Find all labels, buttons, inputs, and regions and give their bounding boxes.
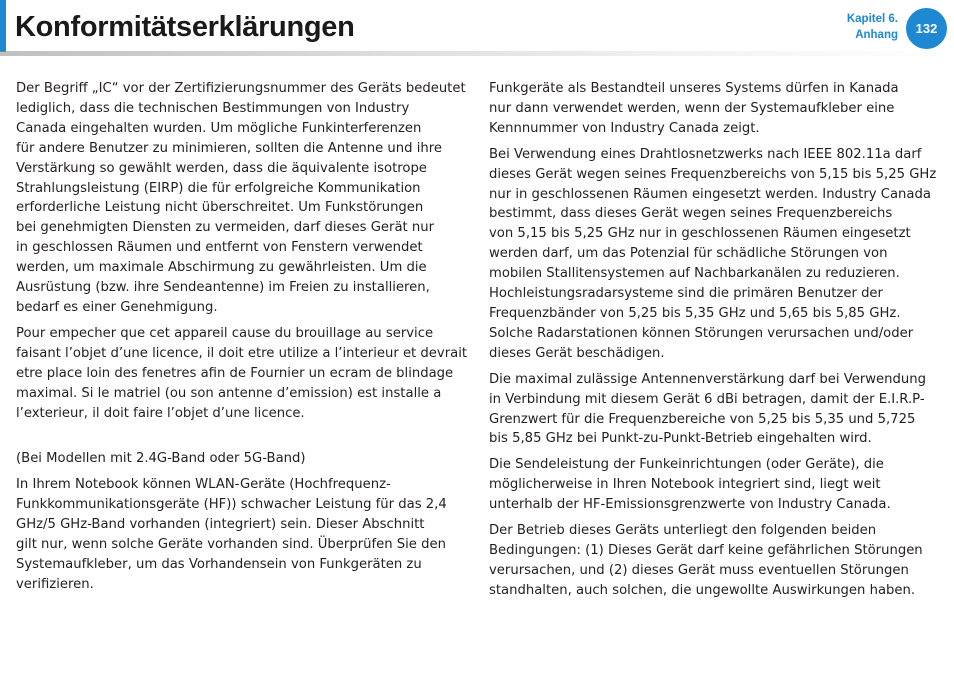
left-column [16, 79, 468, 601]
chapter-label [847, 11, 898, 43]
right-column [489, 79, 941, 607]
paragraph-operating-conditions: Der Betrieb dieses Geräts unterliegt den folgenden beiden Bedingungen: (1) Dieses Gerät darf keine gefährlichen Störungen verursachen, und (2) dieses Gerät muss eventuellen Störungen standhalten, auch solchen, die ungewollte Auswirkungen haben. [489, 523, 923, 598]
paragraph-french-licence: Pour empecher que cet appareil cause du brouillage au service faisant l’objet d’une licence, il doit etre utilize a l’interieur et devrait etre place loin des fenetres afin de Fournier un ecram de blindage maximal. Si le matriel (ou son antenne d’emission) est installe a l’exterieur, il doit faire l’objet d’une licence. [16, 325, 468, 421]
paragraph-ieee-80211a: Bei Verwendung eines Drahtlosnetzwerks nach IEEE 802.11a darf dieses Gerät wegen seines Frequenzbereichs von 5,15 bis 5,25 GHz nur in geschlossenen Räumen eingesetzt werden. Industry Canada bestimmt, dass dieses Gerät wegen seines Frequenzbereichs von 5,15 bis 5,25 GHz nur in geschlossenen Räumen eingesetzt werden darf, um das Potenzial für schädliche Störungen von mobilen Stallitensystemen auf Nachbarkanälen zu reduzieren. Hochleistungsradarsysteme sind die primären Benutzer der Frequenzbänder von 5,25 bis 5,35 GHz und 5,65 bis 5,85 GHz. Solche Radarstationen können Störungen verursachen und/oder dieses Gerät beschädigen. [489, 146, 937, 361]
header-divider [0, 51, 954, 56]
paragraph-transmit-power: Die Sendeleistung der Funkeinrichtungen (oder Geräte), die möglicherweise in Ihren Notebook integriert sind, liegt weit unterhalb der HF-Emissionsgrenzwerte von Industry Canada. [489, 457, 891, 513]
page-title: Konformitätserklärungen [15, 11, 355, 43]
chapter-number: Kapitel 6. [846, 13, 898, 25]
paragraph-band-models: (Bei Modellen mit 2.4G-Band oder 5G-Band) [16, 451, 306, 467]
page-number-badge: 132 [906, 8, 947, 49]
paragraph-wlan-devices: In Ihrem Notebook können WLAN-Geräte (Hochfrequenz- Funkkommunikationsgeräte (HF)) schwacher Leistung für das 2,4 GHz/5 GHz-Band vorhanden (integriert) sein. Dieser Abschnitt gilt nur, wenn solche Geräte vorhanden sind. Überprüfen Sie den Systemaufkleber, um das Vorhandensein von Funkgeräten zu verifizieren. [16, 477, 447, 592]
paragraph-ic-certification: Der Begriff „IC“ vor der Zertifizierungsnummer des Geräts bedeutet lediglich, dass die technischen Bestimmungen von Industry Canada eingehalten wurden. Um mögliche Funkinterferenzen für andere Benutzer zu minimieren, sollten die Antenne und ihre Verstärkung so gewählt werden, dass die äquivalente isotrope Strahlungsleistung (EIRP) die für erfolgreiche Kommunikation erforderliche Leistung nicht überschreitet. Um Funkstörungen bei genehmigten Diensten zu vermeiden, darf dieses Gerät nur in geschlossen Räumen und entfernt von Fenstern verwendet werden, um maximale Abschirmung zu gewährleisten. Um die Ausrüstung (bzw. ihre Sendeantenne) im Freien zu installieren, bedarf es einer Genehmigung. [16, 81, 466, 315]
chapter-name: Anhang [855, 29, 898, 41]
paragraph-antenna-gain: Die maximal zulässige Antennenverstärkung darf bei Verwendung in Verbindung mit diesem Gerät 6 dBi betragen, damit der E.I.R.P- Grenzwert für die Frequenzbereiche von 5,25 bis 5,35 und 5,725 bis 5,85 GHz bei Punkt-zu-Punkt-Betrieb eingehalten wird. [489, 371, 926, 447]
paragraph-system-label: Funkgeräte als Bestandteil unseres Systems dürfen in Kanada nur dann verwendet werden, wenn der Systemaufkleber eine Kennnummer von Industry Canada zeigt. [489, 81, 899, 136]
title-accent-bar [0, 0, 6, 52]
